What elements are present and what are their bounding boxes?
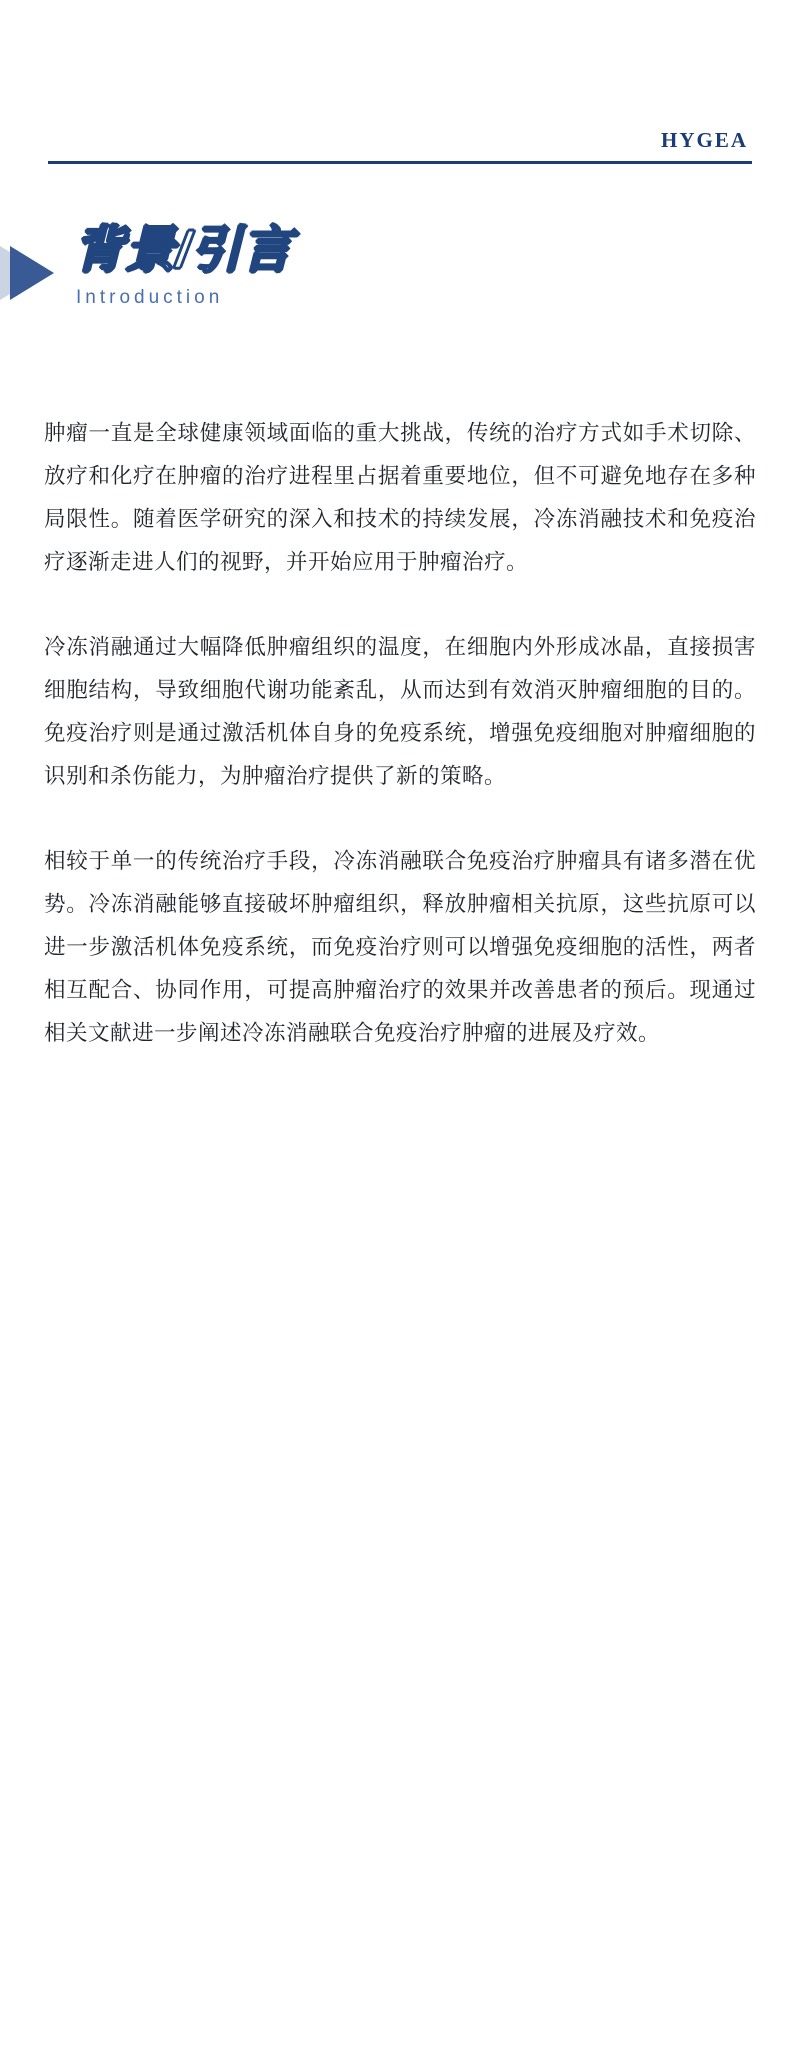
arrow-right-icon <box>10 246 54 300</box>
header-divider <box>48 161 752 164</box>
section-title-en: Introduction <box>76 286 224 308</box>
section-heading <box>0 224 800 354</box>
brand-title: HYGEA <box>660 128 748 152</box>
paragraph: 肿瘤一直是全球健康领域面临的重大挑战，传统的治疗方式如手术切除、放疗和化疗在肿瘤的治疗进程里占据着重要地位，但不可避免地存在多种局限性。随着医学研究的深入和技术的持续发展，冷冻消融技术和免疫治疗逐渐走进人们的视野，并开始应用于肿瘤治疗。 <box>44 421 756 574</box>
paragraph: 相较于单一的传统治疗手段，冷冻消融联合免疫治疗肿瘤具有诸多潜在优势。冷冻消融能够直接破坏肿瘤组织，释放肿瘤相关抗原，这些抗原可以进一步激活机体免疫系统，而免疫治疗则可以增强免疫细胞的活性，两者相互配合、协同作用，可提高肿瘤治疗的效果并改善患者的预后。现通过相关文献进一步阐述冷冻消融联合免疫治疗肿瘤的进展及疗效。 <box>44 849 756 1045</box>
section-title-cn: 背景/引言 <box>74 222 293 278</box>
page-header <box>48 0 752 164</box>
body-content <box>44 412 756 1055</box>
paragraph: 冷冻消融通过大幅降低肿瘤组织的温度，在细胞内外形成冰晶，直接损害细胞结构，导致细胞代谢功能紊乱，从而达到有效消灭肿瘤细胞的目的。免疫治疗则是通过激活机体自身的免疫系统，增强免疫细胞对肿瘤细胞的识别和杀伤能力，为肿瘤治疗提供了新的策略。 <box>44 635 756 788</box>
